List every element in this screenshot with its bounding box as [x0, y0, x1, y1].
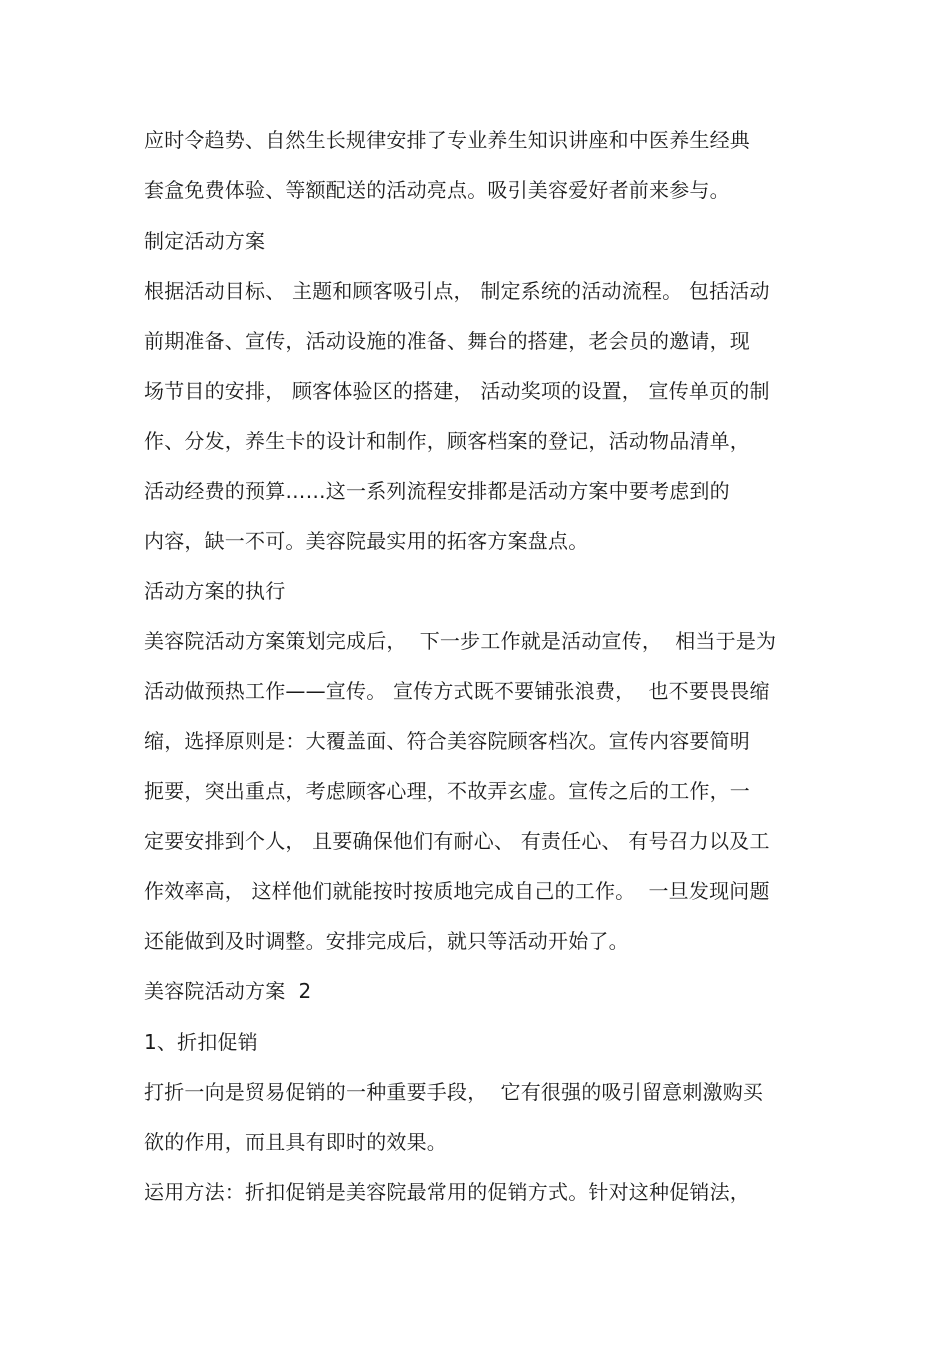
text-line: 场节目的安排， 顾客体验区的搭建， 活动奖项的设置， 宣传单页的制 [144, 379, 770, 403]
text-line: 缩，选择原则是：大覆盖面、符合美容院顾客档次。宣传内容要简明 [144, 729, 750, 753]
section-heading: 制定活动方案 [144, 229, 266, 253]
text-line: 扼要，突出重点，考虑顾客心理，不故弄玄虚。宣传之后的工作，一 [144, 779, 750, 803]
text-line: 运用方法：折扣促销是美容院最常用的促销方式。针对这种促销法， [144, 1180, 750, 1204]
text-line: 打折一向是贸易促销的一种重要手段， 它有很强的吸引留意刺激购买 [144, 1080, 764, 1104]
text-line: 套盒免费体验、等额配送的活动亮点。吸引美容爱好者前来参与。 [144, 178, 730, 202]
section-heading: 活动方案的执行 [144, 579, 286, 603]
text-line: 内容，缺一不可。美容院最实用的拓客方案盘点。 [144, 529, 589, 553]
text-line: 定要安排到个人， 且要确保他们有耐心、 有责任心、 有号召力以及工 [144, 829, 770, 853]
text-line: 应时令趋势、自然生长规律安排了专业养生知识讲座和中医养生经典 [144, 128, 750, 152]
text-line: 作效率高， 这样他们就能按时按质地完成自己的工作。 一旦发现问题 [144, 879, 770, 903]
text-line: 前期准备、宣传，活动设施的准备、舞台的搭建，老会员的邀请，现 [144, 329, 750, 353]
text-line: 活动经费的预算……这一系列流程安排都是活动方案中要考虑到的 [144, 479, 730, 503]
subsection-heading: 1、折扣促销 [144, 1030, 258, 1054]
text-line: 作、分发，养生卡的设计和制作，顾客档案的登记，活动物品清单， [144, 429, 750, 453]
text-line: 根据活动目标、 主题和顾客吸引点， 制定系统的活动流程。 包括活动 [144, 279, 770, 303]
section-heading: 美容院活动方案 2 [144, 979, 312, 1003]
text-line: 美容院活动方案策划完成后， 下一步工作就是活动宣传， 相当于是为 [144, 629, 777, 653]
text-line: 还能做到及时调整。安排完成后，就只等活动开始了。 [144, 929, 629, 953]
text-line: 欲的作用，而且具有即时的效果。 [144, 1130, 447, 1154]
text-line: 活动做预热工作——宣传。 宣传方式既不要铺张浪费， 也不要畏畏缩 [144, 679, 770, 703]
